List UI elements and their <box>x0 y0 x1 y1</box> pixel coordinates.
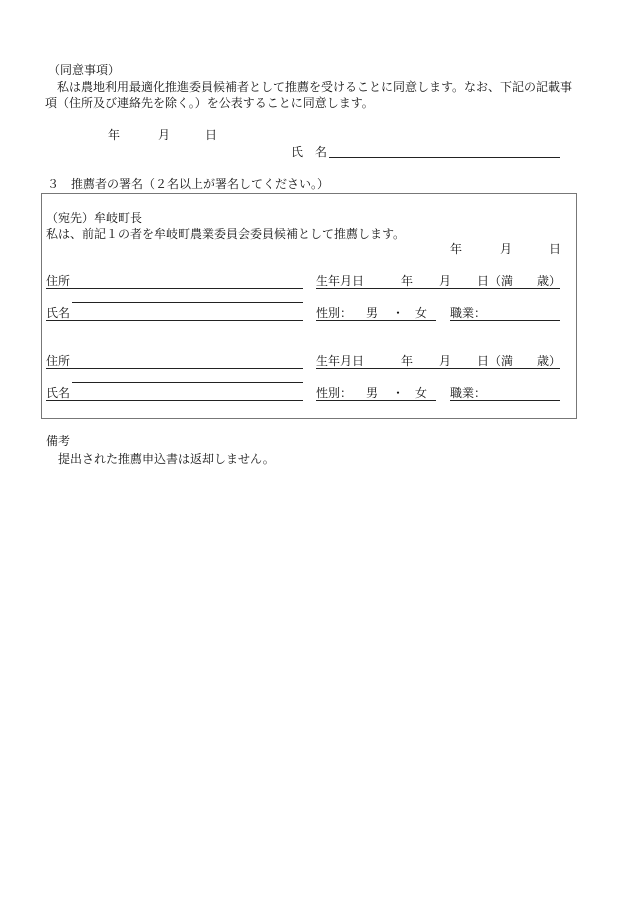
consent-heading: （同意事項） <box>48 63 121 77</box>
age-close: 歳） <box>537 274 562 288</box>
signature-year: 年 <box>450 242 463 256</box>
gender-label: 性別： <box>316 386 353 400</box>
occupation-label: 職業： <box>450 386 487 400</box>
birthdate-field[interactable] <box>316 368 560 369</box>
address-field[interactable] <box>46 288 303 289</box>
occupation-label: 職業： <box>450 306 487 320</box>
age-close: 歳） <box>537 354 562 368</box>
occupation-field[interactable] <box>450 320 560 321</box>
name-label: 氏名 <box>46 306 71 320</box>
gender-male[interactable]: 男 <box>366 386 379 400</box>
section3-title: ３ 推薦者の署名（２名以上が署名してください。） <box>47 177 330 191</box>
consent-body-line1: 私は農地利用最適化推進委員候補者として推薦を受けることに同意します。なお、下記の記載事 <box>45 80 573 94</box>
name-field[interactable] <box>46 320 303 321</box>
address-field-line2[interactable] <box>72 302 303 303</box>
consent-name-field[interactable] <box>329 157 560 158</box>
consent-month: 月 <box>158 128 171 142</box>
occupation-field[interactable] <box>450 400 560 401</box>
name-field[interactable] <box>46 400 303 401</box>
address-field-line2[interactable] <box>72 382 303 383</box>
recommendation-statement: 私は、前記１の者を牟岐町農業委員会委員候補として推薦します。 <box>46 227 406 241</box>
gender-female[interactable]: 女 <box>415 306 428 320</box>
addressee: （宛先）牟岐町長 <box>46 211 143 225</box>
gender-female[interactable]: 女 <box>415 386 428 400</box>
birth-month: 月 <box>439 274 452 288</box>
address-field[interactable] <box>46 368 303 369</box>
gender-label: 性別： <box>316 306 353 320</box>
birthdate-label: 生年月日 <box>316 274 365 288</box>
gender-separator: ・ <box>392 386 405 400</box>
address-label: 住所 <box>46 274 71 288</box>
birth-day-age: 日（満 <box>477 354 514 368</box>
birth-year: 年 <box>401 274 414 288</box>
signature-day: 日 <box>549 242 562 256</box>
consent-year: 年 <box>108 128 121 142</box>
birth-year: 年 <box>401 354 414 368</box>
remarks-heading: 備考 <box>46 434 71 448</box>
birth-month: 月 <box>439 354 452 368</box>
gender-field[interactable] <box>316 400 436 401</box>
gender-male[interactable]: 男 <box>366 306 379 320</box>
remarks-text: 提出された推薦申込書は返却しません。 <box>46 452 275 466</box>
gender-separator: ・ <box>392 306 405 320</box>
consent-day: 日 <box>205 128 218 142</box>
birthdate-field[interactable] <box>316 288 560 289</box>
consent-name-label: 氏 名 <box>291 145 328 159</box>
consent-body-line2: 項（住所及び連絡先を除く。）を公表することに同意します。 <box>45 96 374 110</box>
birthdate-label: 生年月日 <box>316 354 365 368</box>
address-label: 住所 <box>46 354 71 368</box>
name-label: 氏名 <box>46 386 71 400</box>
signature-month: 月 <box>500 242 513 256</box>
gender-field[interactable] <box>316 320 436 321</box>
birth-day-age: 日（満 <box>477 274 514 288</box>
